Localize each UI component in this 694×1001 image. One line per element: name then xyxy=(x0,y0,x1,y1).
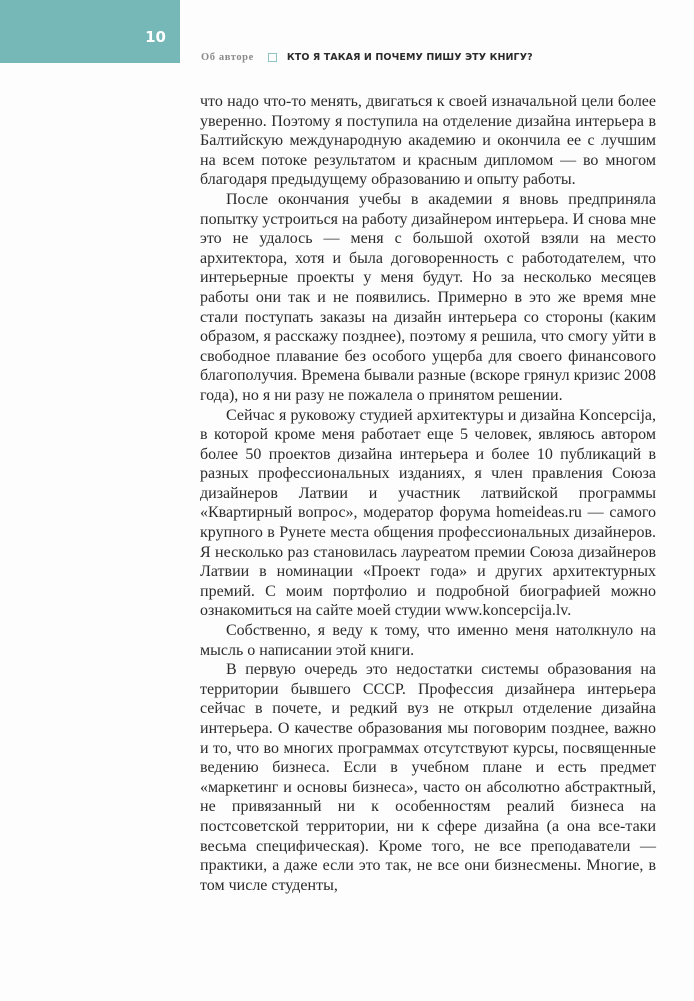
page-number: 10 xyxy=(145,28,166,46)
page-body xyxy=(200,92,656,895)
square-bullet-icon xyxy=(268,53,277,62)
page-number-tab xyxy=(0,0,180,63)
section-title: Об авторе xyxy=(201,52,254,63)
paragraph: Собственно, я веду к тому, что именно меня натолкнуло на мысль о написании этой книги. xyxy=(200,622,656,659)
paragraph: В первую очередь это недостатки системы образования на территории бывшего СССР. Профессия дизайнера интерьера сейчас в почете, и редкий вуз не открыл отделение дизайна интерьера. О качестве образования мы поговорим позднее, важно и то, что во многих программах отсутствуют курсы, посвященные ведению бизнеса. Если в учебном плане и есть предмет «маркетинг и основы бизнеса», часто он абсолютно абстрактный, не привязанный ни к особенностям реалий бизнеса на постсоветской территории, ни к сфере дизайна (а она все-таки весьма специфическая). Кроме того, не все преподаватели — практики, а даже если это так, не все они бизнесмены. Многие, в том числе студенты, xyxy=(200,661,656,894)
chapter-title: КТО Я ТАКАЯ И ПОЧЕМУ ПИШУ ЭТУ КНИГУ? xyxy=(286,52,533,63)
paragraph: После окончания учебы в академии я вновь предприняла попытку устроиться на работу дизайнером интерьера. И снова мне это не удалось — меня с большой охотой взяли на место архитектора, хотя и была договоренность с работодателем, что интерьерные проекты у меня будут. Но за несколько месяцев работы они так и не появились. Примерно в это же время мне стали поступать заказы на дизайн интерьера со стороны (каким образом, я расскажу позднее), поэтому я решила, что смогу уйти в свободное плавание без особого ущерба для своего финансового благополучия. Времена бывали разные (вскоре грянул кризис 2008 года), но я ни разу не пожалела о принятом решении. xyxy=(200,190,656,404)
running-header xyxy=(201,52,533,63)
paragraph: Сейчас я руковожу студией архитектуры и дизайна Koncepcija, в которой кроме меня работает еще 5 человек, являюсь автором более 50 проектов дизайна интерьера и более 10 публикаций в разных профессиональных изданиях, я член правления Союза дизайнеров Латвии и участник латвийской программы «Квартирный вопрос», модератор форума homeideas.ru — самого крупного в Рунете места общения профессиональных дизайнеров. Я несколько раз становилась лауреатом премии Союза дизайнеров Латвии в номинации «Проект года» и других архитектурных премий. С моим портфолио и подробной биографией можно ознакомиться на сайте моей студии www.koncepcija.lv. xyxy=(200,406,656,620)
paragraph: что надо что-то менять, двигаться к своей изначальной цели более уверенно. Поэтому я поступила на отделение дизайна интерьера в Балтийскую международную академию и окончила ее с лучшим на всем потоке результатом и красным дипломом — во многом благодаря предыдущему образованию и опыту работы. xyxy=(200,93,656,189)
